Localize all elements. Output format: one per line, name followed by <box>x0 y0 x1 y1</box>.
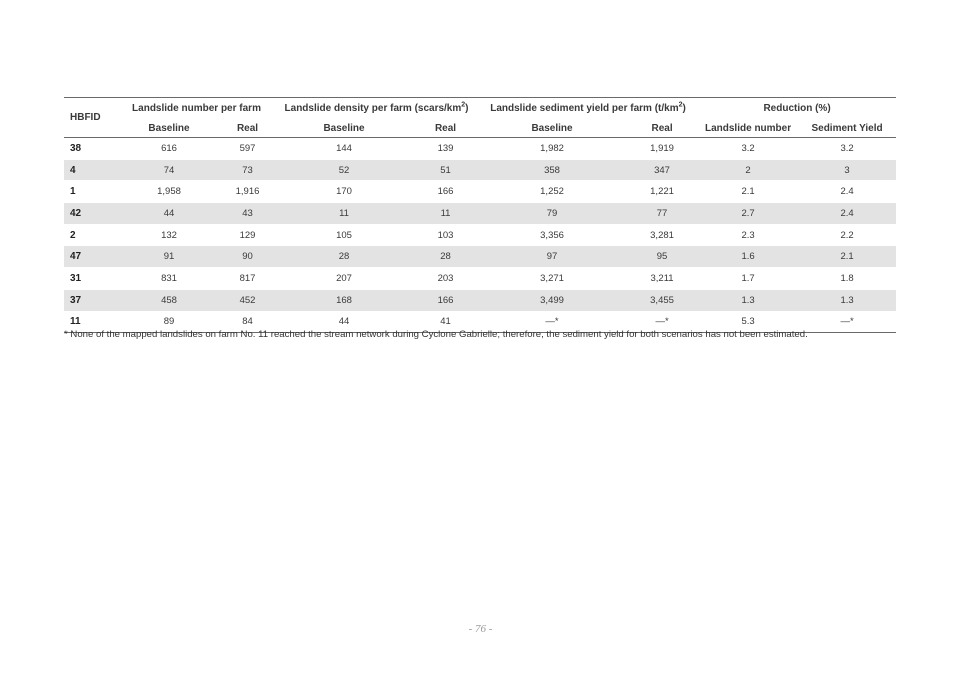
table-cell: 43 <box>220 203 275 225</box>
table-cell: 358 <box>478 159 626 181</box>
table-cell: 1,982 <box>478 138 626 160</box>
table-cell: 1,916 <box>220 181 275 203</box>
sub-header: Landslide number <box>698 119 798 138</box>
table-cell: 3,356 <box>478 224 626 246</box>
table-cell: 2 <box>698 159 798 181</box>
table-row <box>64 181 896 203</box>
table-cell: 3,499 <box>478 289 626 311</box>
table-cell: 28 <box>275 246 413 268</box>
sub-header: Baseline <box>478 119 626 138</box>
table-cell: 51 <box>413 159 478 181</box>
table-row <box>64 159 896 181</box>
table-cell: 105 <box>275 224 413 246</box>
table-cell: 97 <box>478 246 626 268</box>
table-cell: 11 <box>275 203 413 225</box>
table-cell: 28 <box>413 246 478 268</box>
table-cell: 166 <box>413 181 478 203</box>
hbfid-cell: 42 <box>64 203 118 225</box>
hbfid-header: HBFID <box>64 98 118 138</box>
footnote: * None of the mapped landslides on farm No. 11 reached the stream network during Cyclone Gabrielle; therefore, the sediment yield for both scenarios has not been estimated. <box>64 329 808 340</box>
table-cell: 77 <box>626 203 698 225</box>
landslide-table-container <box>64 97 896 333</box>
table-cell: 207 <box>275 268 413 290</box>
table-cell: 73 <box>220 159 275 181</box>
table-cell: 458 <box>118 289 220 311</box>
table-cell: 2.3 <box>698 224 798 246</box>
hbfid-cell: 47 <box>64 246 118 268</box>
table-body <box>64 138 896 333</box>
table-cell: 144 <box>275 138 413 160</box>
table-cell: 79 <box>478 203 626 225</box>
table-cell: 2.4 <box>798 203 896 225</box>
table-row <box>64 203 896 225</box>
table-cell: 3,211 <box>626 268 698 290</box>
sub-header: Real <box>220 119 275 138</box>
sub-header: Baseline <box>275 119 413 138</box>
table-cell: —* <box>478 311 626 333</box>
table-cell: 1.3 <box>698 289 798 311</box>
table-row <box>64 138 896 160</box>
table-cell: 452 <box>220 289 275 311</box>
table-cell: 129 <box>220 224 275 246</box>
table-cell: 2.7 <box>698 203 798 225</box>
table-cell: 1,252 <box>478 181 626 203</box>
table-cell: 1.3 <box>798 289 896 311</box>
table-cell: 52 <box>275 159 413 181</box>
group-header-row <box>64 98 896 120</box>
hbfid-cell: 1 <box>64 181 118 203</box>
table-cell: 2.1 <box>698 181 798 203</box>
table-cell: 1,958 <box>118 181 220 203</box>
table-row <box>64 289 896 311</box>
hbfid-cell: 31 <box>64 268 118 290</box>
table-cell: 103 <box>413 224 478 246</box>
table-cell: 91 <box>118 246 220 268</box>
table-cell: 90 <box>220 246 275 268</box>
table-cell: 41 <box>413 311 478 333</box>
table-cell: 3,271 <box>478 268 626 290</box>
table-cell: 1.6 <box>698 246 798 268</box>
table-cell: 132 <box>118 224 220 246</box>
table-cell: 2.4 <box>798 181 896 203</box>
sub-header: Sediment Yield <box>798 119 896 138</box>
table-cell: —* <box>626 311 698 333</box>
table-cell: 170 <box>275 181 413 203</box>
table-cell: 817 <box>220 268 275 290</box>
table-cell: 5.3 <box>698 311 798 333</box>
table-cell: 1.7 <box>698 268 798 290</box>
page-number: - 76 - <box>468 623 493 635</box>
hbfid-cell: 38 <box>64 138 118 160</box>
hbfid-cell: 4 <box>64 159 118 181</box>
table-cell: 616 <box>118 138 220 160</box>
table-cell: 84 <box>220 311 275 333</box>
table-cell: 3.2 <box>798 138 896 160</box>
hbfid-cell: 11 <box>64 311 118 333</box>
table-cell: —* <box>798 311 896 333</box>
table-cell: 347 <box>626 159 698 181</box>
table-cell: 831 <box>118 268 220 290</box>
table-cell: 1,221 <box>626 181 698 203</box>
hbfid-cell: 37 <box>64 289 118 311</box>
table-cell: 89 <box>118 311 220 333</box>
table-cell: 3,455 <box>626 289 698 311</box>
table-cell: 3,281 <box>626 224 698 246</box>
table-row <box>64 224 896 246</box>
table-cell: 1,919 <box>626 138 698 160</box>
table-cell: 1.8 <box>798 268 896 290</box>
table-cell: 166 <box>413 289 478 311</box>
table-cell: 95 <box>626 246 698 268</box>
sub-header: Real <box>413 119 478 138</box>
sub-header-row <box>64 119 896 138</box>
table-cell: 139 <box>413 138 478 160</box>
table-cell: 11 <box>413 203 478 225</box>
group-header-density: Landslide density per farm $(scars/km^2)$ <box>284 101 469 114</box>
table-cell: 168 <box>275 289 413 311</box>
table-row <box>64 246 896 268</box>
group-header-reduction: Reduction (%) <box>763 103 831 114</box>
table-cell: 44 <box>275 311 413 333</box>
table-cell: 3 <box>798 159 896 181</box>
table-cell: 44 <box>118 203 220 225</box>
sub-header: Baseline <box>118 119 220 138</box>
group-header-sediment: Landslide sediment yield per farm $(t/km^2)$ <box>490 101 686 114</box>
table-row <box>64 268 896 290</box>
table-cell: 74 <box>118 159 220 181</box>
sub-header: Real <box>626 119 698 138</box>
group-header-number: Landslide number per farm <box>132 103 261 114</box>
table-cell: 2.1 <box>798 246 896 268</box>
table-cell: 597 <box>220 138 275 160</box>
table-cell: 2.2 <box>798 224 896 246</box>
table-cell: 3.2 <box>698 138 798 160</box>
landslide-table <box>64 97 896 333</box>
hbfid-cell: 2 <box>64 224 118 246</box>
table-cell: 203 <box>413 268 478 290</box>
